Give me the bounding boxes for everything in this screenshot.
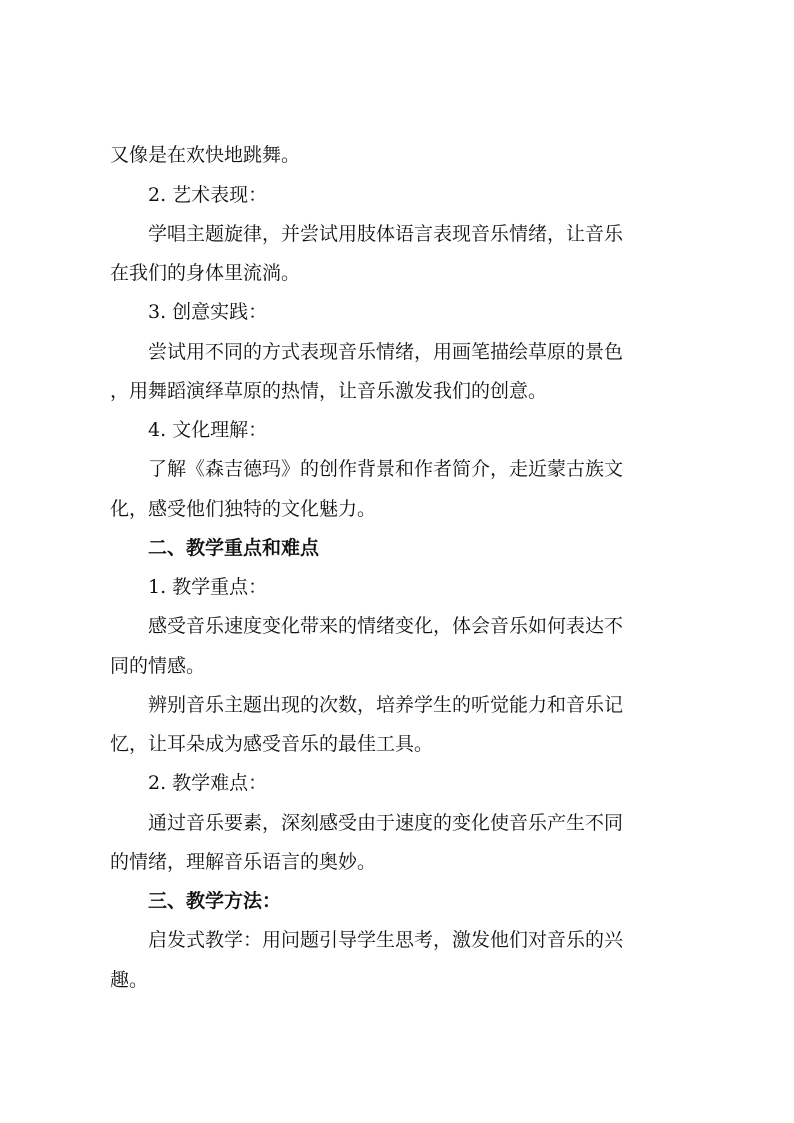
paragraph-line: 启发式教学：用问题引导学生思考，激发他们对音乐的兴: [148, 929, 624, 951]
paragraph-line: 忆，让耳朵成为感受音乐的最佳工具。: [110, 733, 434, 755]
paragraph-line: 辨别音乐主题出现的次数，培养学生的听觉能力和音乐记: [148, 694, 624, 716]
paragraph-line: 的情绪，理解音乐语言的奥妙。: [110, 851, 377, 873]
section-subheading: 3. 创意实践：: [148, 301, 268, 323]
paragraph-line: ，用舞蹈演绎草原的热情，让音乐激发我们的创意。: [110, 380, 548, 402]
section-subheading: 2. 艺术表现：: [148, 184, 268, 206]
paragraph-line: 化，感受他们独特的文化魅力。: [110, 498, 377, 520]
paragraph-line: 学唱主题旋律，并尝试用肢体语言表现音乐情绪，让音乐: [148, 223, 624, 245]
paragraph-line: 又像是在欢快地跳舞。: [110, 144, 301, 166]
paragraph-line: 尝试用不同的方式表现音乐情绪，用画笔描绘草原的景色: [148, 341, 624, 363]
section-subheading: 2. 教学难点：: [148, 772, 268, 794]
paragraph-line: 同的情感。: [110, 655, 206, 677]
section-heading: 三、教学方法：: [148, 890, 282, 912]
paragraph-line: 在我们的身体里流淌。: [110, 262, 301, 284]
paragraph-line: 趣。: [110, 969, 149, 991]
section-subheading: 1. 教学重点：: [148, 576, 268, 598]
paragraph-line: 感受音乐速度变化带来的情绪变化，体会音乐如何表达不: [148, 615, 624, 637]
section-subheading: 4. 文化理解：: [148, 419, 268, 441]
paragraph-line: 通过音乐要素，深刻感受由于速度的变化使音乐产生不同: [148, 812, 624, 834]
section-heading: 二、教学重点和难点: [148, 537, 320, 559]
paragraph-line: 了解《森吉德玛》的创作背景和作者简介，走近蒙古族文: [148, 458, 624, 480]
